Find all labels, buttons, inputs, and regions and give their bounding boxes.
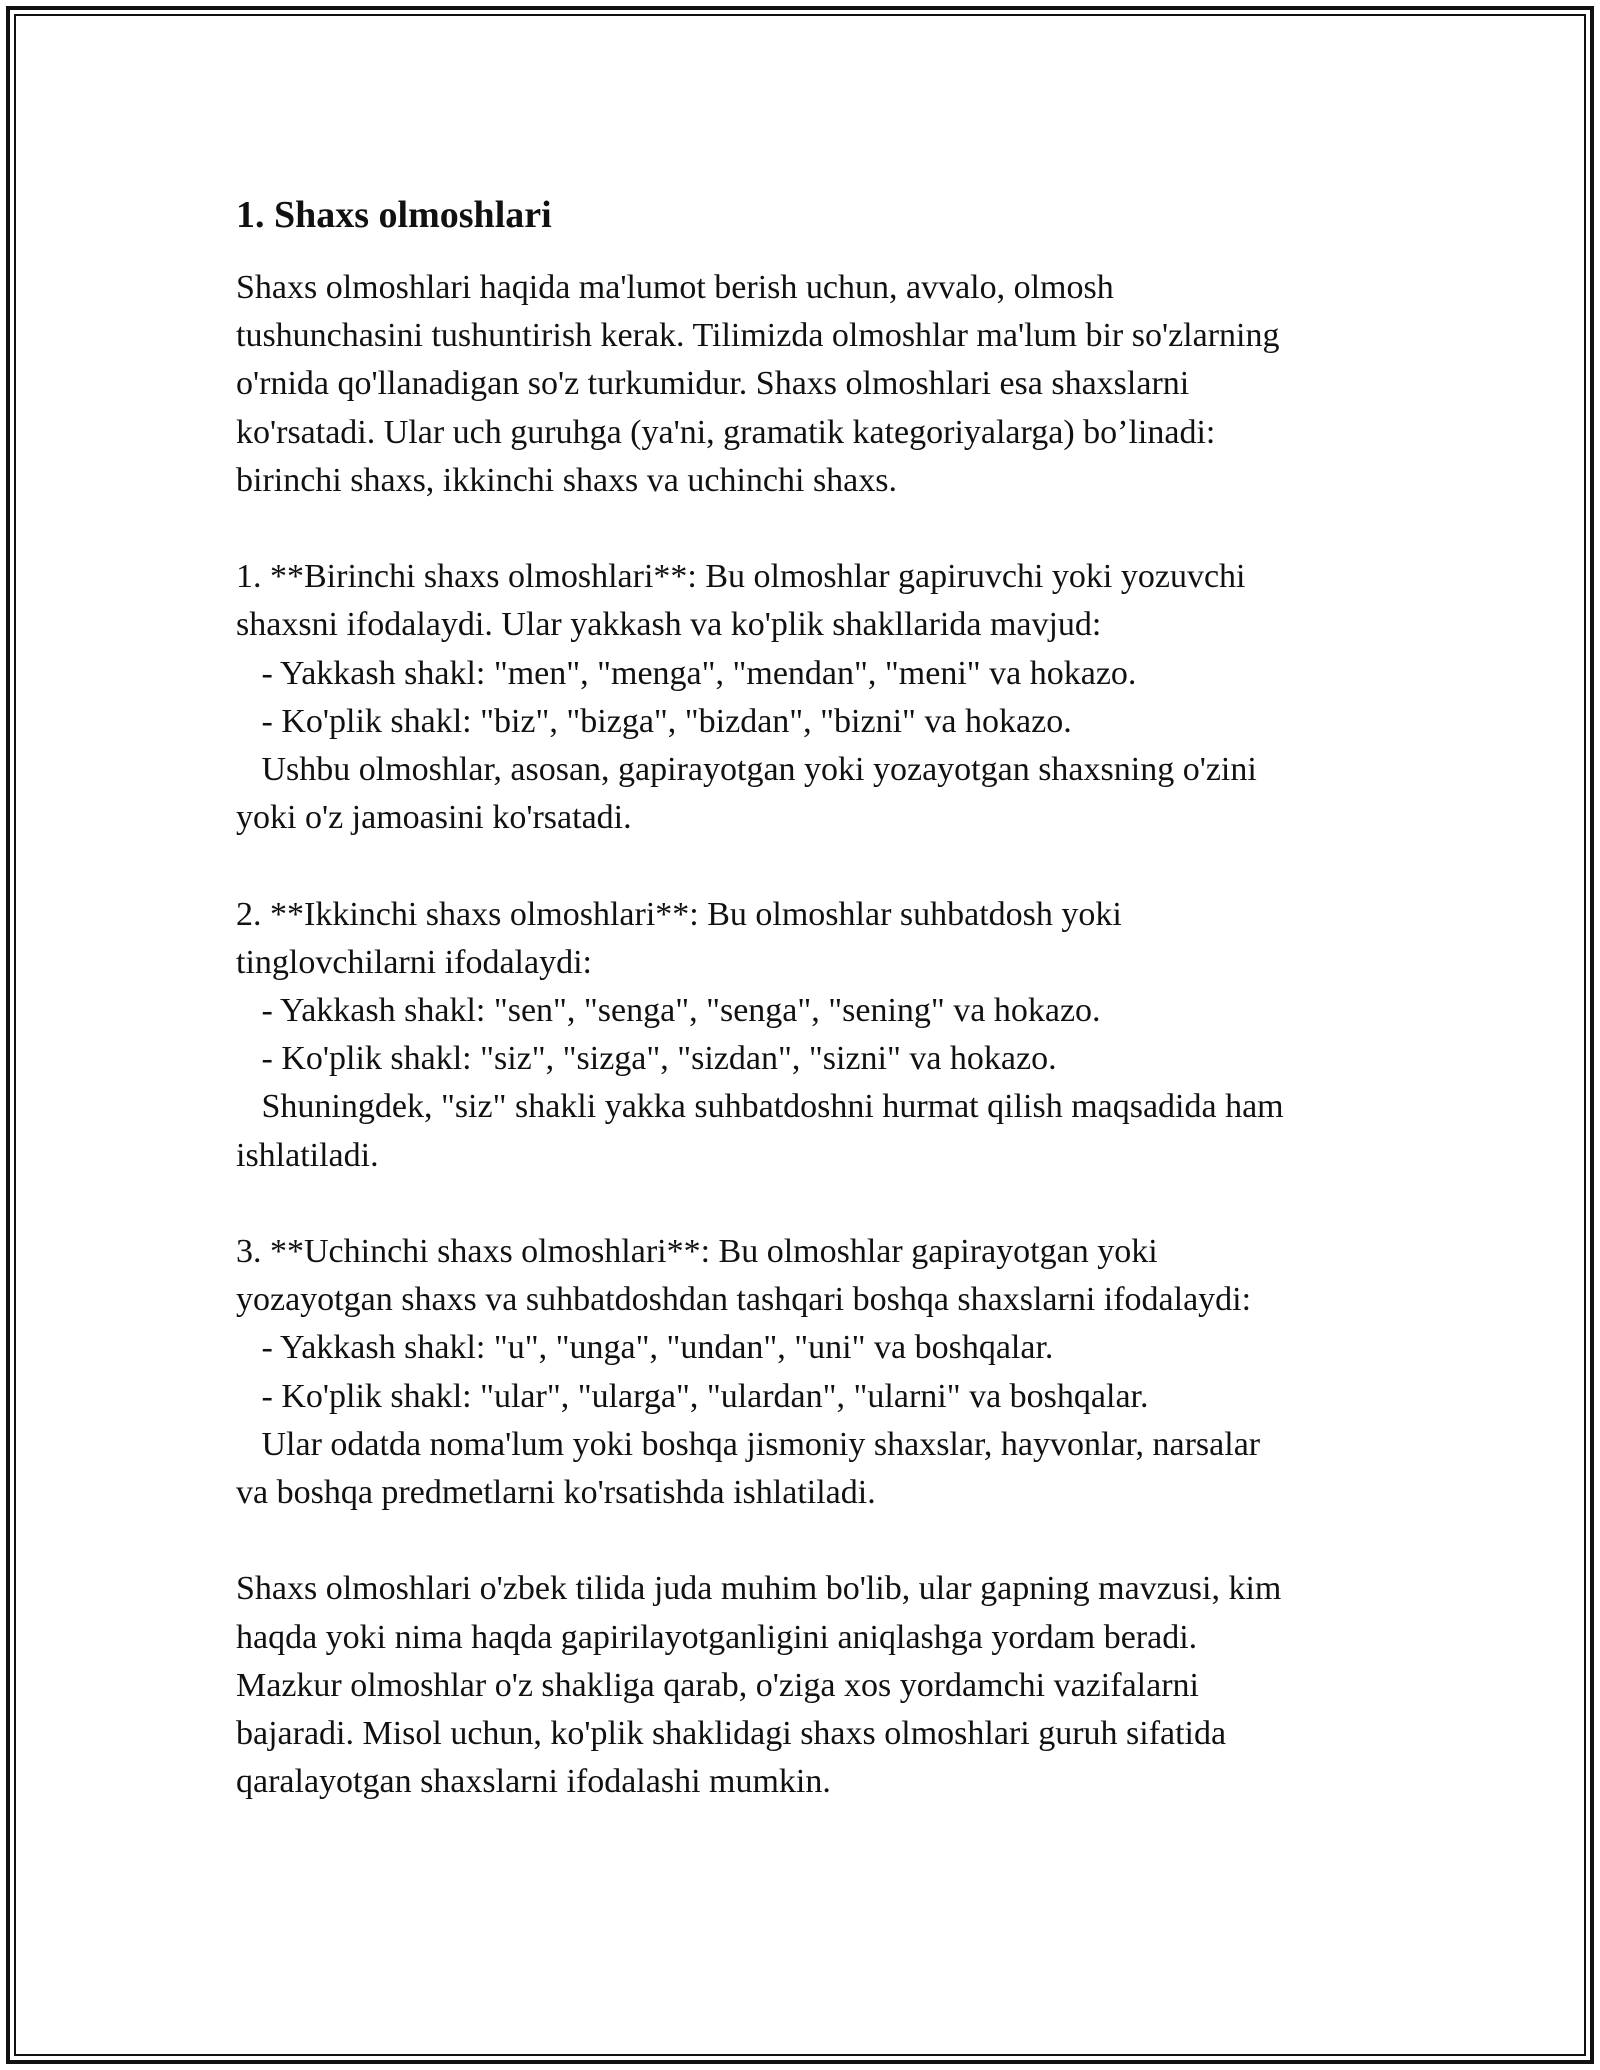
text-line: Shaxs olmoshlari o'zbek tilida juda muhim bo'lib, ular gapning mavzusi, kim xyxy=(236,1570,1282,1608)
text-line: Mazkur olmoshlar o'z shakliga qarab, o'ziga xos yordamchi vazifalarni xyxy=(236,1666,1199,1704)
section-heading: 1. Shaxs olmoshlari xyxy=(236,194,552,236)
text-line: va boshqa predmetlarni ko'rsatishda ishlatiladi. xyxy=(236,1474,876,1512)
text-line: Shaxs olmoshlari haqida ma'lumot berish uchun, avvalo, olmosh xyxy=(236,269,1114,306)
paragraph-gap xyxy=(236,505,1376,553)
text-line: Ushbu olmoshlar, asosan, gapirayotgan yoki yozayotgan shaxsning o'zini xyxy=(236,751,1257,789)
text-line: ishlatiladi. xyxy=(236,1136,379,1174)
text-line: yoki o'z jamoasini ko'rsatadi. xyxy=(236,799,632,837)
text-line: 1. **Birinchi shaxs olmoshlari**: Bu olmoshlar gapiruvchi yoki yozuvchi xyxy=(236,558,1246,596)
text-line: birinchi shaxs, ikkinchi shaxs va uchinchi shaxs. xyxy=(236,461,898,499)
paragraph-gap xyxy=(236,1517,1376,1565)
text-line: - Yakkash shakl: "sen", "senga", "senga", "sening" va hokazo. xyxy=(236,992,1101,1030)
paragraph-gap xyxy=(236,1180,1376,1228)
text-line: - Ko'plik shakl: "biz", "bizga", "bizdan", "bizni" va hokazo. xyxy=(236,702,1072,740)
third-person-section xyxy=(236,1228,1376,1517)
conclusion-paragraph xyxy=(236,1565,1376,1806)
paragraph-gap xyxy=(236,842,1376,890)
text-line: bajaradi. Misol uchun, ko'plik shaklidagi shaxs olmoshlari guruh sifatida xyxy=(236,1715,1227,1753)
text-line: o'rnida qo'llanadigan so'z turkumidur. Shaxs olmoshlari esa shaxslarni xyxy=(236,365,1190,403)
intro-paragraph xyxy=(236,264,1376,505)
text-line: Shuningdek, "siz" shakli yakka suhbatdoshni hurmat qilish maqsadida ham xyxy=(236,1088,1284,1126)
document-body xyxy=(236,188,1376,1806)
text-line: qaralayotgan shaxslarni ifodalashi mumkin. xyxy=(236,1763,831,1801)
text-line: - Ko'plik shakl: "ular", "ularga", "ulardan", "ularni" va boshqalar. xyxy=(236,1377,1149,1415)
text-line: ko'rsatadi. Ular uch guruhga (ya'ni, gramatik kategoriyalarga) bo’linadi: xyxy=(236,413,1216,451)
text-line: - Ko'plik shakl: "siz", "sizga", "sizdan", "sizni" va hokazo. xyxy=(236,1040,1057,1078)
text-line: shaxsni ifodalaydi. Ular yakkash va ko'plik shakllarida mavjud: xyxy=(236,606,1102,644)
text-line: tushunchasini tushuntirish kerak. Tilimizda olmoshlar ma'lum bir so'zlarning xyxy=(236,317,1280,355)
text-line: Ular odatda noma'lum yoki boshqa jismoniy shaxslar, hayvonlar, narsalar xyxy=(236,1425,1261,1463)
text-line: haqda yoki nima haqda gapirilayotganligini aniqlashga yordam beradi. xyxy=(236,1618,1198,1656)
first-person-section xyxy=(236,553,1376,842)
text-line: tinglovchilarni ifodalaydi: xyxy=(236,943,592,981)
text-line: 3. **Uchinchi shaxs olmoshlari**: Bu olmoshlar gapirayotgan yoki xyxy=(236,1233,1158,1271)
text-line: - Yakkash shakl: "u", "unga", "undan", "uni" va boshqalar. xyxy=(236,1329,1054,1367)
text-line: 2. **Ikkinchi shaxs olmoshlari**: Bu olmoshlar suhbatdosh yoki xyxy=(236,895,1122,933)
text-line: - Yakkash shakl: "men", "menga", "mendan", "meni" va hokazo. xyxy=(236,654,1137,692)
text-line: yozayotgan shaxs va suhbatdoshdan tashqari boshqa shaxslarni ifodalaydi: xyxy=(236,1281,1252,1319)
second-person-section xyxy=(236,891,1376,1180)
